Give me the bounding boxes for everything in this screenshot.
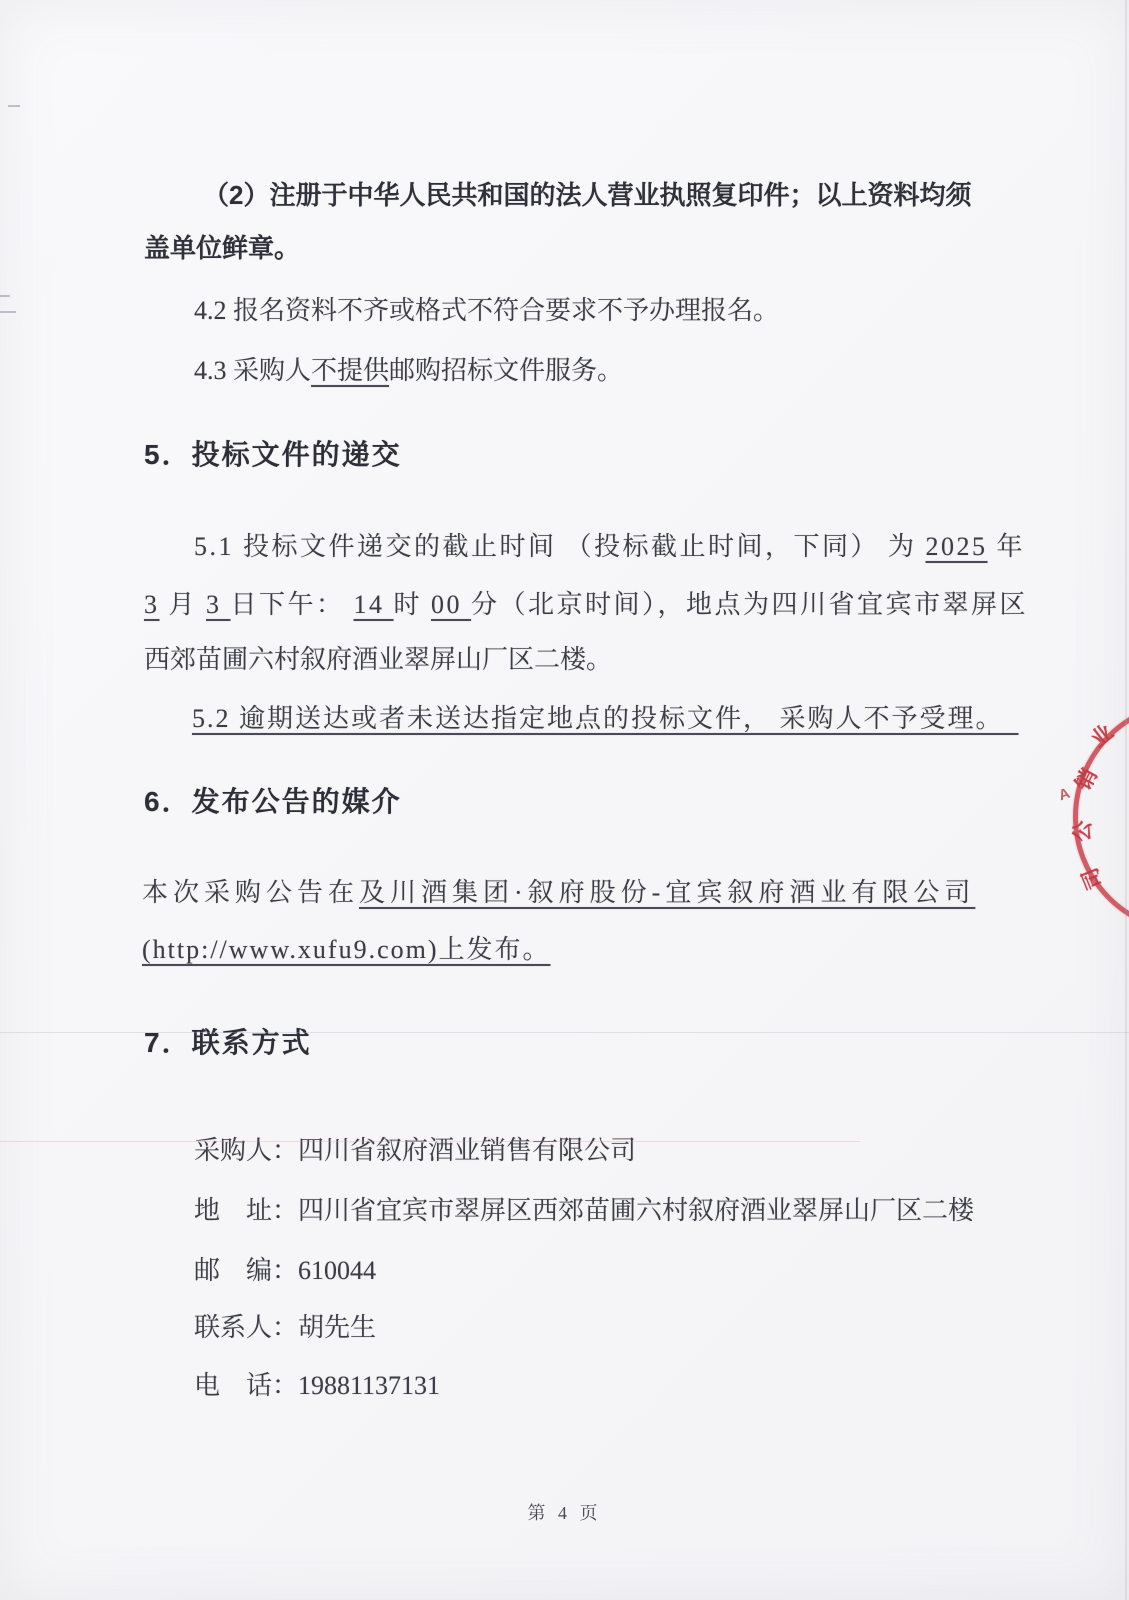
section5-heading: 5．投标文件的递交 [144,439,402,470]
contact-purchaser-value: 四川省叙府酒业销售有限公司 [298,1136,637,1165]
page-edge-shadow [1125,0,1127,1600]
item6-l1-pre: 本次采购公告在 [142,878,360,907]
seal-arc [1073,700,1129,934]
paragraph-item2-line2 [144,233,300,264]
item51-l1-post: 年 [987,532,1026,561]
paragraph-item43-pre: 4.3 采购人 [194,356,312,385]
contact-row-postcode [194,1256,376,1286]
contact-purchaser-label: 采购人： [194,1136,299,1165]
item6-website-url: (http://www.xufu9.com)上发布。 [142,935,551,964]
paragraph-item51-line3: 西郊苗圃六村叙府酒业翠屏山厂区二楼。 [144,645,613,674]
paragraph-item42-text: 4.2 报名资料不齐或格式不符合要求不予办理报名。 [194,296,780,325]
contact-row-address [194,1196,974,1226]
scan-line-gray [0,1032,1129,1033]
item51-l1-year-value: 2025 [925,532,988,561]
scan-artifact-dash-3 [0,311,16,313]
paragraph-item51-line1 [194,532,1025,562]
contact-phone-label: 电 话： [194,1371,299,1400]
paragraph-item2-line2-text: 盖单位鲜章。 [144,233,301,263]
paragraph-item6-line2 [142,935,551,965]
paragraph-item43-underlined: 不提供 [311,356,390,385]
contact-address-label: 地 址： [194,1196,299,1225]
company-seal-stamp [1029,668,1129,948]
seal-char-4: 司 [1078,864,1108,893]
item51-l2-t3: 时 [393,590,432,619]
seal-char-2: 销 [1071,765,1102,795]
page-number: 第 4 页 [527,1503,602,1523]
scan-line-pink [0,1141,860,1142]
item51-hour-value: 14 [353,590,394,619]
item51-l2-t1: 月 [159,590,207,619]
paragraph-item51-line2 [144,590,1028,620]
item51-day-value: 3 [206,590,231,619]
item51-l1-pre: 5.1 投标文件递交的截止时间 （投标截止时间，下同） 为 [194,532,926,561]
item6-publisher-name: 及川酒集团·叙府股份-宜宾叙府酒业有限公司 [359,878,976,907]
section7-heading: 7．联系方式 [144,1027,312,1058]
seal-mark: A [1056,784,1073,805]
contact-address-value: 四川省宜宾市翠屏区西郊苗圃六村叙府酒业翠屏山厂区二楼 [298,1196,975,1225]
item51-month-value: 3 [144,590,160,619]
item51-l2-t2: 日下午： [230,590,354,619]
scan-artifact-dash-1 [8,105,20,107]
contact-postcode-value: 610044 [298,1256,377,1285]
contact-postcode-label: 邮 编： [194,1256,299,1285]
contact-person-label: 联系人： [194,1313,299,1342]
seal-char-1: 业 [1087,720,1118,752]
paragraph-item52-text: 5.2 逾期送达或者未送达指定地点的投标文件， 采购人不予受理。 [192,704,1019,733]
paragraph-item2-line1-text: （2）注册于中华人民共和国的法人营业执照复印件；以上资料均须 [203,180,972,210]
contact-person-value: 胡先生 [298,1313,377,1342]
seal-char-3: 公 [1070,819,1096,843]
paragraph-item6-line1 [142,878,975,908]
paragraph-item52 [192,704,1019,734]
contact-row-phone [194,1371,440,1401]
scan-artifact-dash-2 [0,295,10,297]
item51-minute-value: 00 [431,590,472,619]
paragraph-item43 [194,356,623,386]
contact-row-person [194,1313,376,1343]
contact-phone-value: 19881137131 [298,1371,441,1400]
item51-l2-t4: 分（北京时间），地点为四川省宜宾市翠屏区 [471,590,1029,619]
paragraph-item42 [194,296,779,326]
section6-heading: 6．发布公告的媒介 [144,786,402,817]
paragraph-item43-post: 邮购招标文件服务。 [389,356,624,385]
paragraph-item2-line1 [203,180,971,211]
